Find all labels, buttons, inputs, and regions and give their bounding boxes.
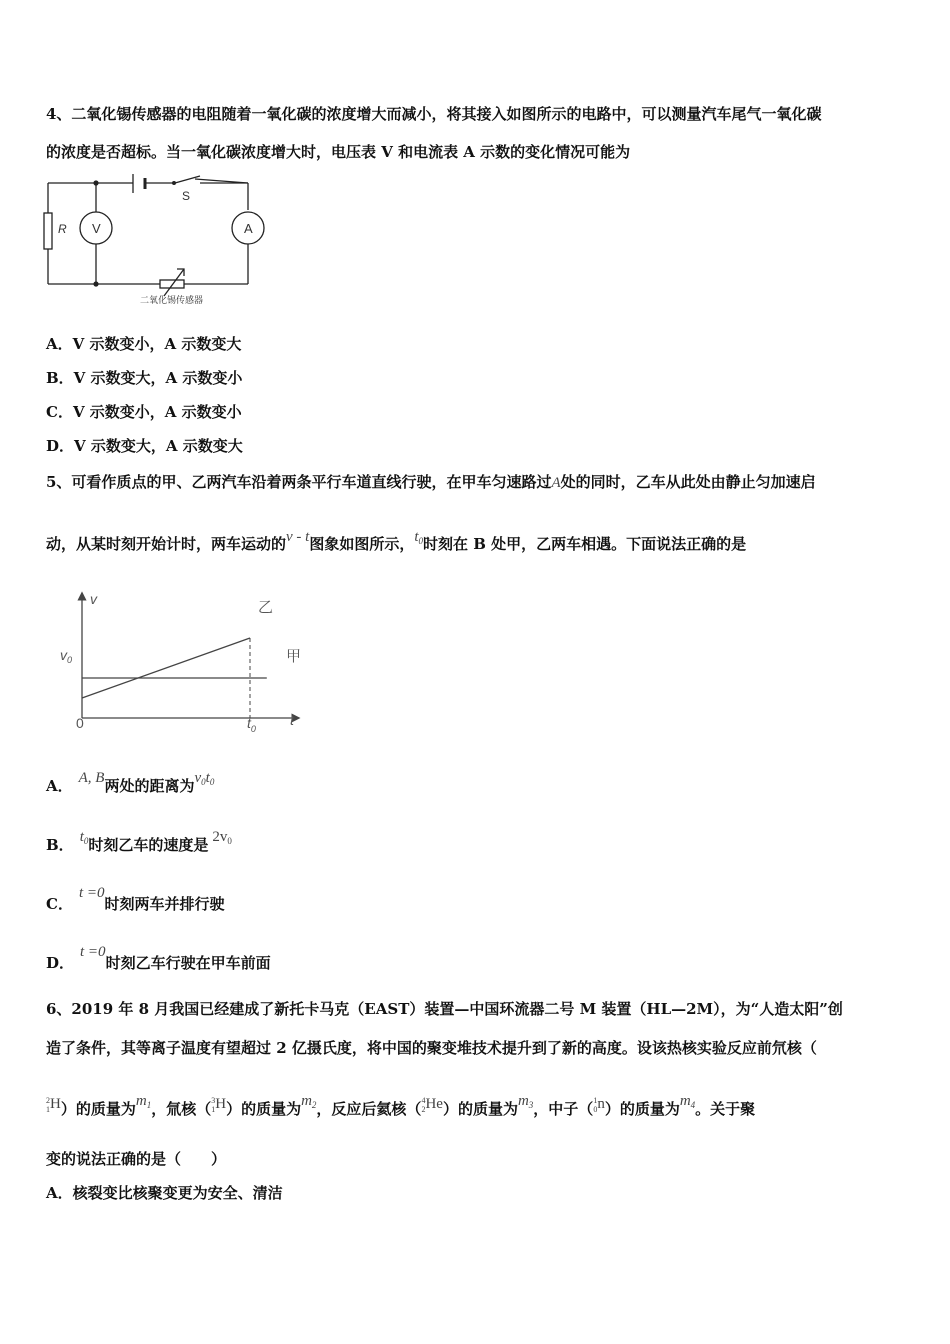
q4-option-d: D．V 示数变大，A 示数变大 (46, 437, 243, 455)
q4-stem-line2: 的浓度是否超标。当一氧化碳浓度增大时，电压表 V 和电流表 A 示数的变化情况可能为 (46, 143, 631, 161)
resistor-r (44, 213, 52, 249)
sensor-arrow (164, 269, 184, 296)
q4-option-b: B．V 示数变大，A 示数变小 (46, 369, 243, 387)
circuit-diagram (40, 170, 280, 310)
q5-option-a: A． A, B两处的距离为$v_0t_0$ (46, 770, 215, 795)
y-axis-label: v (90, 591, 97, 607)
sensor-box (160, 280, 184, 288)
q5-option-d: D．t =0时刻乙车行驶在甲车前面 (46, 944, 271, 972)
q5-stem-line1: 5、可看作质点的甲、乙两汽车沿着两条平行车道直线行驶，在甲车匀速路过A处的同时，乙车从此处由静止匀加速启 (46, 473, 816, 491)
series-label-yi: 乙 (258, 599, 274, 616)
vt-graph (52, 588, 312, 738)
q5-option-b: B． $t_0$时刻乙车的速度是 $2v_0$ (46, 829, 232, 854)
x-axis-label: t (290, 712, 294, 728)
nuclide-h3: 3 1H (211, 1095, 227, 1114)
resistor-label: R (58, 222, 67, 236)
q4-option-c: C．V 示数变小，A 示数变小 (46, 403, 242, 421)
q4-option-a: A．V 示数变小，A 示数变大 (46, 335, 242, 353)
q6-stem-line3: 2 1H）的质量为$m_1$，氚核（3 1H）的质量为$m_2$，反应后氦核（4 2He）的质量为$m_3$，中子（1 0n）的质量为$m_4$。关于聚 (46, 1093, 756, 1118)
origin-label: 0 (76, 715, 84, 731)
ammeter-label: A (244, 221, 253, 236)
nuclide-h2: 2 1H (46, 1095, 61, 1114)
voltmeter-label: V (92, 221, 101, 236)
nuclide-he4: 4 2He (421, 1095, 443, 1114)
q6-stem-line1: 6、2019 年 8 月我国已经建成了新托卡马克（EAST）装置—中国环流器二号 M 装置（HL—2M），为“人造太阳”创 (46, 1000, 843, 1018)
q5-stem-line2: 动，从某时刻开始计时，两车运动的v - t图象如图所示，$t_0$时刻在 B 处甲，乙两车相遇。下面说法正确的是 (46, 529, 747, 553)
q6-stem-line2: 造了条件，其等离子温度有望超过 2 亿摄氏度，将中国的聚变堆技术提升到了新的高度。设该热核实验反应前氘核（ (46, 1039, 817, 1057)
series-label-jia: 甲 (286, 648, 302, 665)
v0-tick-label: $v_0$ (60, 647, 73, 665)
q4-stem-line1: 4、二氧化锡传感器的电阻随着一氧化碳的浓度增大而减小，将其接入如图所示的电路中，可以测量汽车尾气一氧化碳 (46, 105, 822, 123)
nuclide-neutron: 1 0n (593, 1095, 605, 1114)
q6-stem-line4: 变的说法正确的是（ ） (46, 1150, 227, 1168)
q6-option-a: A．核裂变比核聚变更为安全、清洁 (46, 1184, 283, 1202)
series-line-yi (82, 638, 250, 698)
q5-option-c: C．t =0时刻两车并排行驶 (46, 885, 225, 913)
switch-label: S (182, 189, 191, 203)
t0-tick-label: $t_0$ (247, 715, 256, 734)
sensor-label: 二氧化锡传感器 (140, 295, 204, 305)
